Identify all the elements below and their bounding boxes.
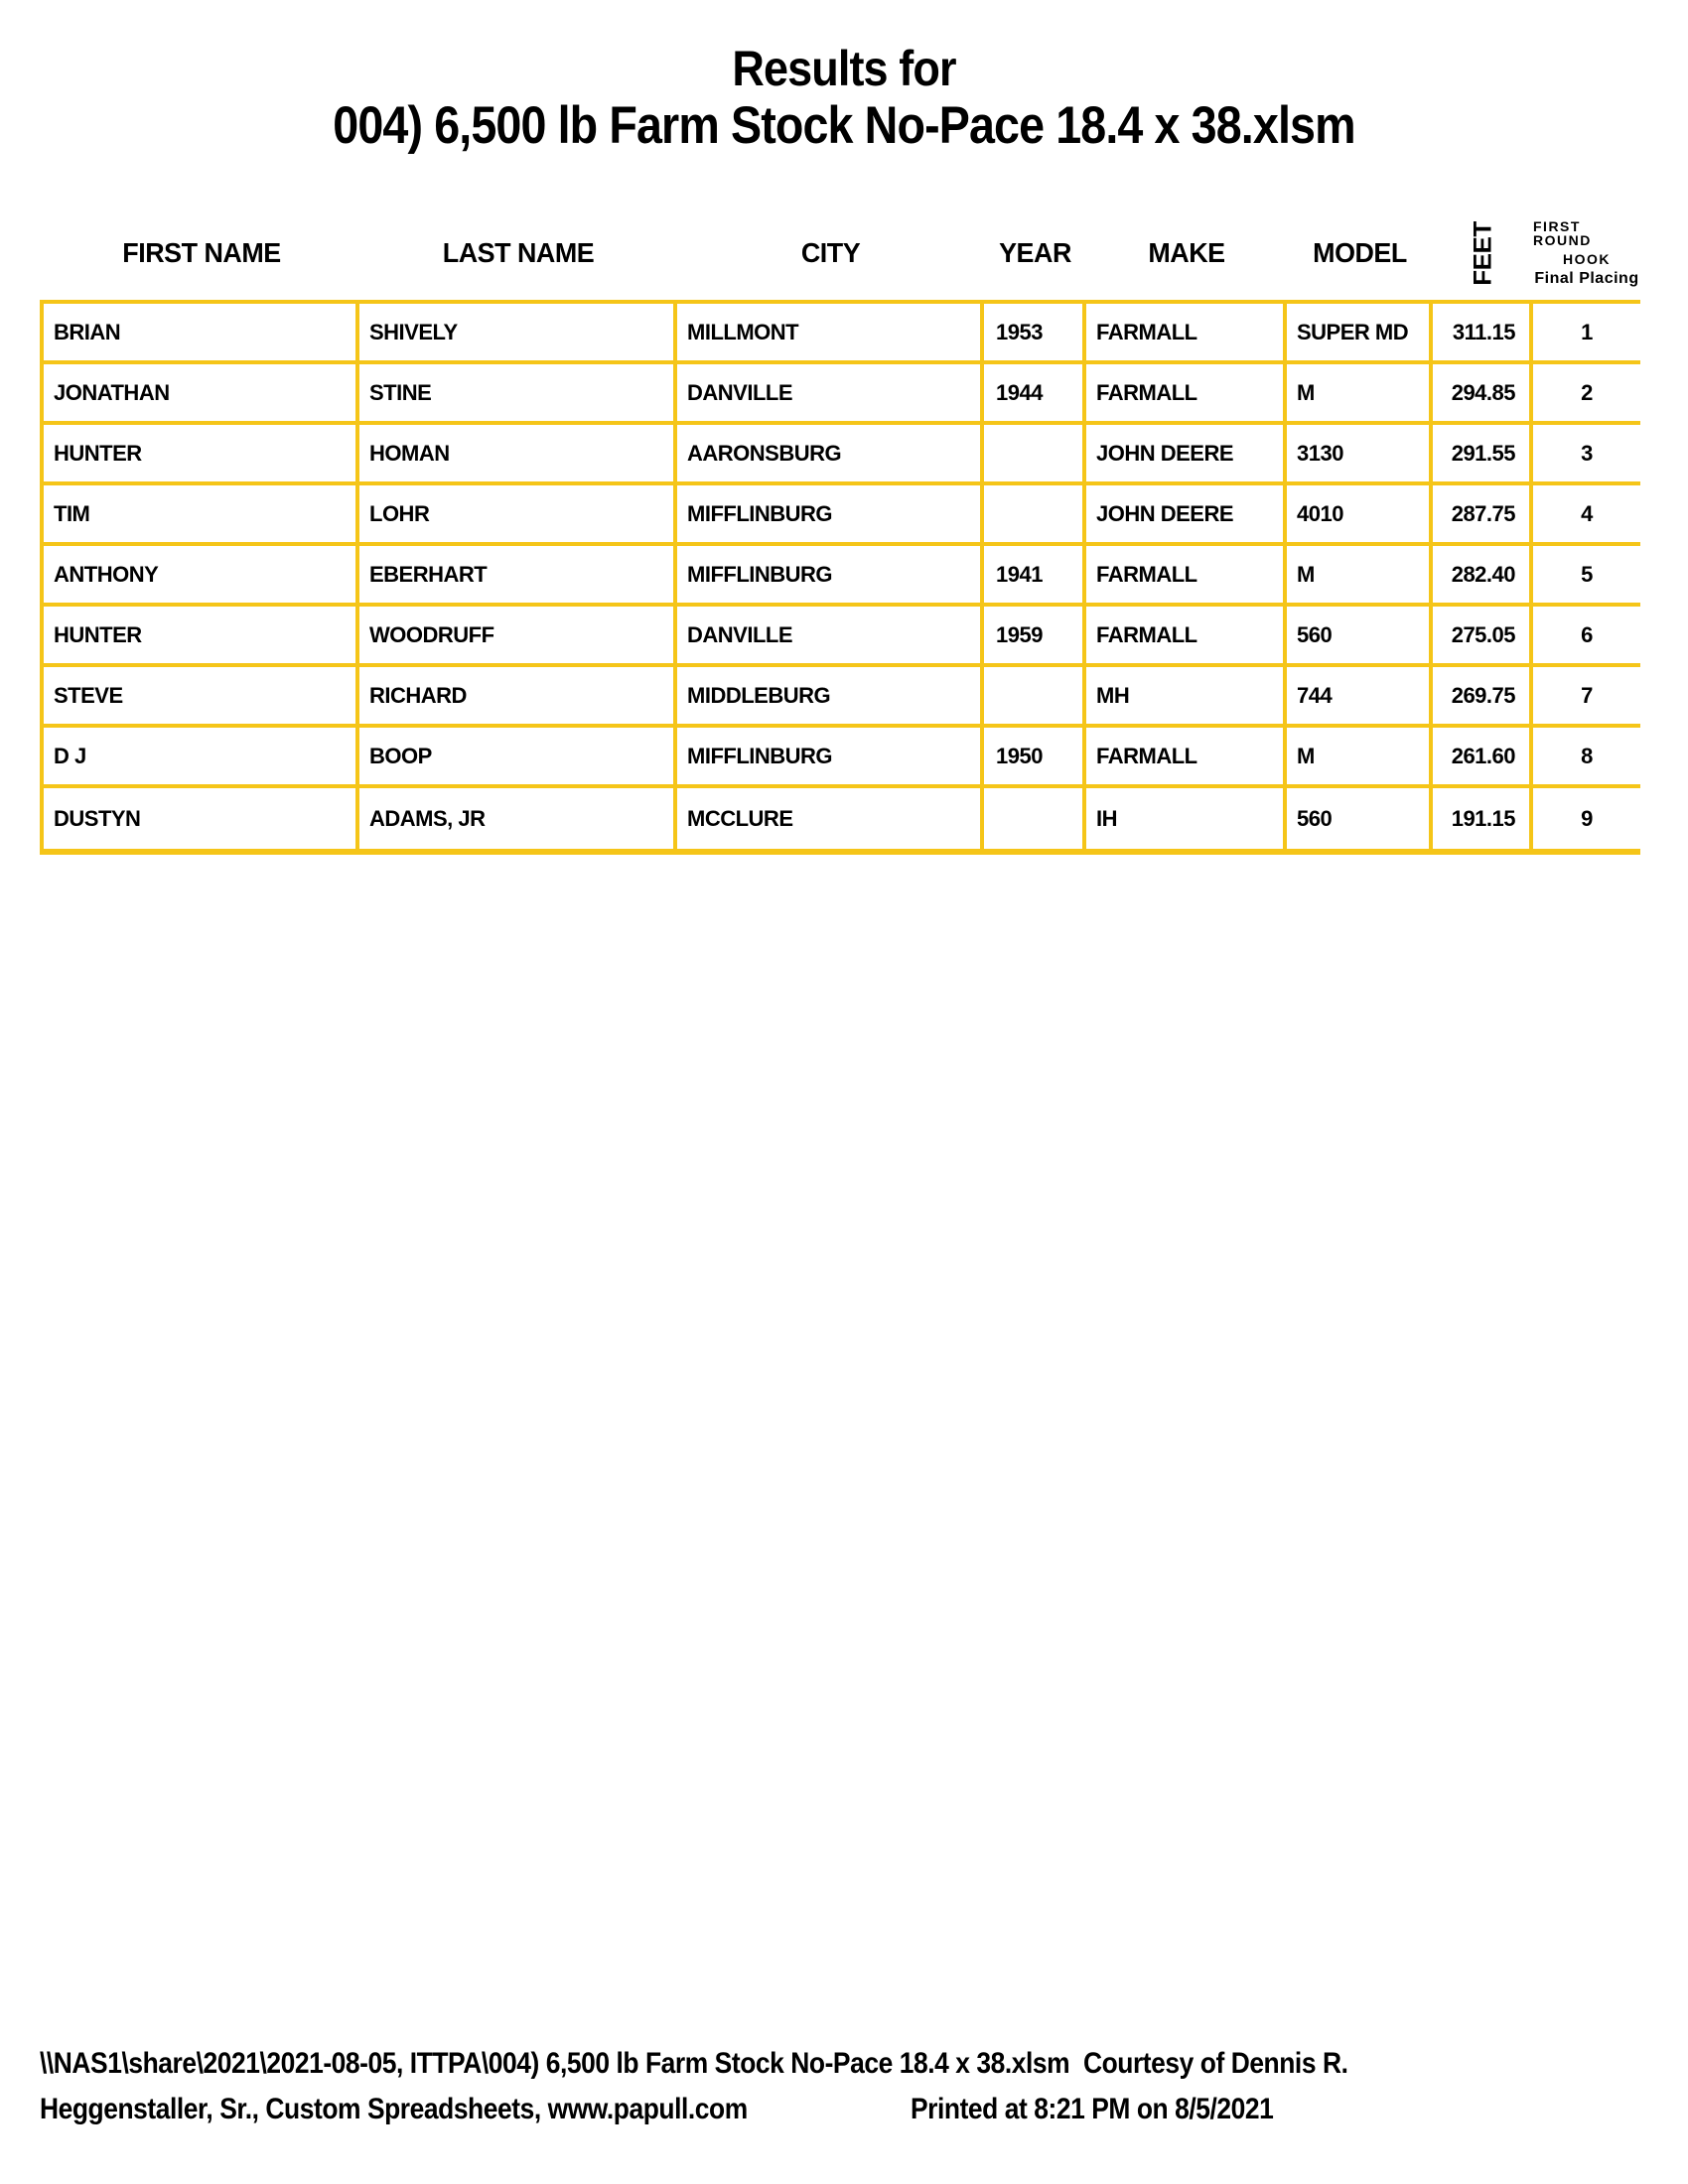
header-first-name: FIRST NAME	[122, 237, 281, 268]
cell-year	[984, 788, 1086, 849]
header-final-placing	[1533, 206, 1640, 300]
header-make: MAKE	[1148, 237, 1225, 268]
cell-city: MIDDLEBURG	[677, 667, 984, 728]
cell-feet: 191.15	[1433, 788, 1533, 849]
cell-model: 560	[1287, 607, 1433, 667]
cell-first-name: HUNTER	[44, 607, 359, 667]
header-city: CITY	[800, 237, 861, 268]
cell-make: FARMALL	[1086, 728, 1287, 788]
cell-city: MIFFLINBURG	[677, 728, 984, 788]
footer-file-path: \\NAS1\share\2021\2021-08-05, ITTPA\004) 6,500 lb Farm Stock No-Pace 18.4 x 38.xlsm Courtesy of Dennis R.	[40, 2047, 1348, 2080]
cell-first-name: ANTHONY	[44, 546, 359, 607]
cell-feet: 287.75	[1433, 485, 1533, 546]
cell-last-name: RICHARD	[359, 667, 677, 728]
cell-city: DANVILLE	[677, 607, 984, 667]
cell-placing: 2	[1533, 364, 1640, 425]
cell-city: MILLMONT	[677, 304, 984, 364]
cell-model: M	[1287, 728, 1433, 788]
cell-model: M	[1287, 546, 1433, 607]
cell-feet: 275.05	[1433, 607, 1533, 667]
cell-first-name: DUSTYN	[44, 788, 359, 849]
cell-last-name: LOHR	[359, 485, 677, 546]
page-title: Results for	[732, 41, 956, 96]
cell-make: IH	[1086, 788, 1287, 849]
cell-make: JOHN DEERE	[1086, 485, 1287, 546]
cell-make: MH	[1086, 667, 1287, 728]
cell-last-name: EBERHART	[359, 546, 677, 607]
cell-placing: 9	[1581, 805, 1593, 831]
table-row	[44, 667, 1640, 728]
footer-printed-at: Printed at 8:21 PM on 8/5/2021	[911, 2093, 1274, 2125]
cell-year	[984, 425, 1086, 485]
cell-feet: 311.15	[1433, 304, 1533, 364]
cell-year: 1950	[984, 728, 1086, 788]
cell-feet: 269.75	[1433, 667, 1533, 728]
cell-model: 4010	[1287, 485, 1433, 546]
cell-make: FARMALL	[1086, 546, 1287, 607]
feet-rotated-label: FEET	[1468, 220, 1497, 286]
header-last-name: LAST NAME	[442, 237, 595, 268]
cell-first-name: HUNTER	[44, 425, 359, 485]
cell-city: AARONSBURG	[677, 425, 984, 485]
cell-placing: 7	[1533, 667, 1640, 728]
table-row	[44, 485, 1640, 546]
table-row	[44, 304, 1640, 364]
cell-city: MIFFLINBURG	[677, 546, 984, 607]
table-row	[44, 546, 1640, 607]
cell-first-name: STEVE	[44, 667, 359, 728]
cell-make: FARMALL	[1086, 607, 1287, 667]
cell-model: 3130	[1287, 425, 1433, 485]
cell-year	[984, 485, 1086, 546]
cell-model: SUPER MD	[1287, 304, 1433, 364]
cell-placing: 8	[1533, 728, 1640, 788]
header-placing-line3: Final Placing	[1534, 270, 1639, 287]
cell-make: FARMALL	[1086, 364, 1287, 425]
cell-placing: 1	[1533, 304, 1640, 364]
cell-year: 1944	[984, 364, 1086, 425]
cell-model: M	[1287, 364, 1433, 425]
cell-feet: 291.55	[1433, 425, 1533, 485]
cell-make: JOHN DEERE	[1086, 425, 1287, 485]
cell-feet: 282.40	[1433, 546, 1533, 607]
cell-city: MIFFLINBURG	[677, 485, 984, 546]
cell-year: 1959	[984, 607, 1086, 667]
cell-city: MCCLURE	[677, 788, 984, 849]
cell-city: DANVILLE	[677, 364, 984, 425]
header-placing-line2: HOOK	[1563, 251, 1611, 267]
cell-placing: 6	[1533, 607, 1640, 667]
cell-first-name: TIM	[44, 485, 359, 546]
table-row	[44, 728, 1640, 788]
cell-model: 560	[1287, 788, 1433, 849]
cell-first-name: BRIAN	[44, 304, 359, 364]
cell-last-name: ADAMS, JR	[359, 788, 677, 849]
header-feet	[1435, 206, 1531, 300]
cell-last-name: HOMAN	[359, 425, 677, 485]
cell-year: 1941	[984, 546, 1086, 607]
cell-first-name: D J	[44, 728, 359, 788]
footer-credit: Heggenstaller, Sr., Custom Spreadsheets, www.papull.com	[40, 2093, 748, 2125]
cell-model: 744	[1287, 667, 1433, 728]
header-placing-line1: FIRST ROUND	[1533, 218, 1592, 248]
header-year: YEAR	[999, 237, 1071, 268]
cell-make: FARMALL	[1086, 304, 1287, 364]
cell-last-name: WOODRUFF	[359, 607, 677, 667]
table-row	[44, 425, 1640, 485]
file-title: 004) 6,500 lb Farm Stock No-Pace 18.4 x 38.xlsm	[333, 96, 1355, 155]
cell-feet: 294.85	[1433, 364, 1533, 425]
table-header-row	[44, 206, 1640, 300]
cell-last-name: BOOP	[359, 728, 677, 788]
cell-last-name: STINE	[359, 364, 677, 425]
cell-placing: 4	[1533, 485, 1640, 546]
cell-feet: 261.60	[1433, 728, 1533, 788]
header-model: MODEL	[1313, 237, 1407, 268]
cell-placing: 3	[1533, 425, 1640, 485]
cell-first-name: JONATHAN	[44, 364, 359, 425]
cell-last-name: SHIVELY	[359, 304, 677, 364]
results-table	[40, 300, 1640, 855]
cell-year	[984, 667, 1086, 728]
table-row	[44, 364, 1640, 425]
cell-year: 1953	[984, 304, 1086, 364]
table-row	[44, 788, 1640, 849]
cell-placing: 5	[1533, 546, 1640, 607]
table-row	[44, 607, 1640, 667]
